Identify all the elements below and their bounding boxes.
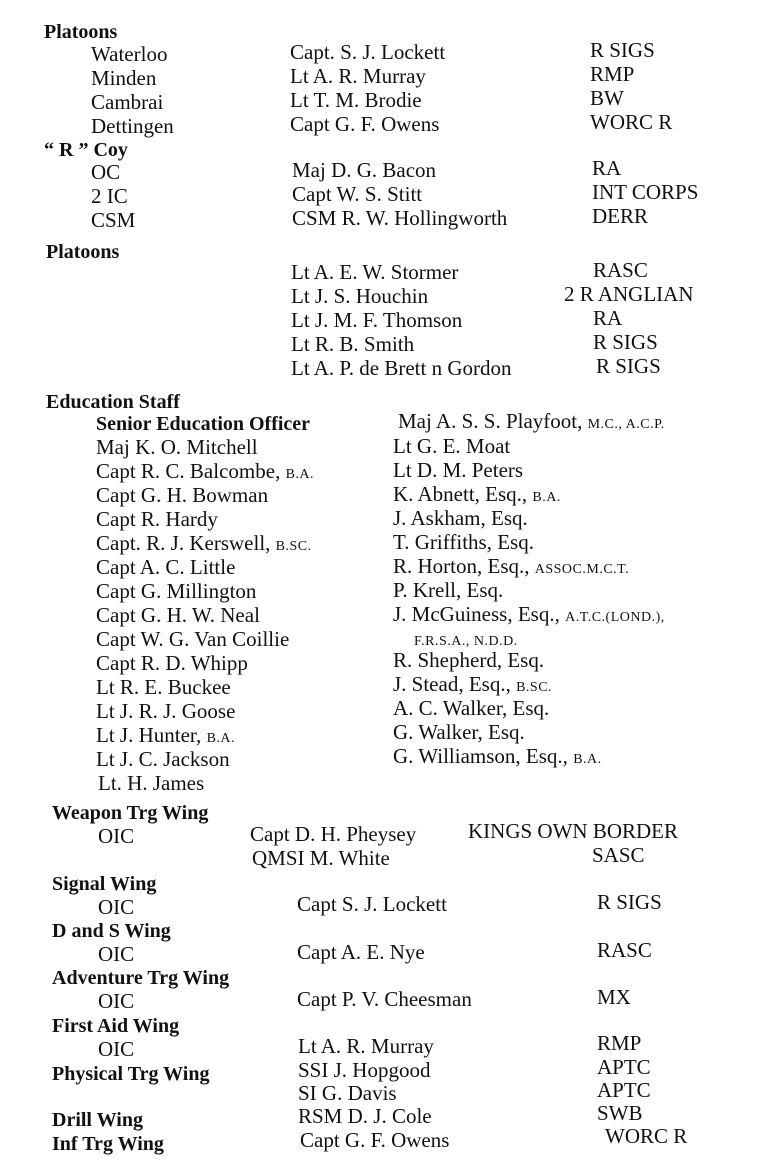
wing-officer: QMSI M. White bbox=[252, 846, 390, 870]
wing-unit: MX bbox=[597, 985, 631, 1009]
wing-officer: Capt D. H. Pheysey bbox=[250, 822, 417, 846]
staff-qualifications: B.SC. bbox=[275, 539, 312, 554]
staff-entry bbox=[393, 722, 525, 743]
wing-unit: SWB bbox=[597, 1101, 643, 1125]
coy-role: OC bbox=[91, 160, 121, 184]
staff-entry bbox=[393, 460, 523, 481]
staff-entry bbox=[96, 677, 231, 698]
coy-platoon-unit: RA bbox=[593, 306, 623, 330]
coy-platoon-unit: R SIGS bbox=[596, 354, 661, 378]
staff-entry bbox=[96, 605, 260, 626]
wing-unit: R SIGS bbox=[597, 890, 662, 914]
wing-role: OIC bbox=[98, 1037, 135, 1061]
coy-platoon-unit: RASC bbox=[593, 258, 648, 282]
staff-name: Lt J. C. Jackson bbox=[96, 747, 230, 771]
staff-entry bbox=[393, 484, 561, 505]
coy-role: CSM bbox=[91, 208, 136, 232]
platoon-name: Cambrai bbox=[91, 90, 164, 114]
coy-platoon-unit: 2 R ANGLIAN bbox=[564, 282, 694, 306]
staff-qualifications: ASSOC.M.C.T. bbox=[534, 562, 630, 577]
senior-education-officer bbox=[398, 411, 665, 432]
staff-name: Capt R. D. Whipp bbox=[96, 651, 248, 675]
wing-unit: WORC R bbox=[605, 1124, 688, 1148]
staff-name: A. C. Walker, Esq. bbox=[393, 696, 550, 720]
drill-wing-heading: Drill Wing bbox=[52, 1109, 143, 1131]
platoons-heading: Platoons bbox=[44, 21, 118, 43]
staff-name: Maj K. O. Mitchell bbox=[96, 435, 258, 459]
platoon-unit: BW bbox=[590, 86, 624, 110]
wing-officer: SSI J. Hopgood bbox=[298, 1058, 431, 1082]
wing-unit: KINGS OWN BORDER bbox=[468, 819, 678, 843]
staff-name: Lt J. Hunter, bbox=[96, 723, 202, 747]
wing-unit: APTC bbox=[597, 1078, 651, 1102]
wing-officer: Capt G. F. Owens bbox=[300, 1128, 450, 1152]
staff-qualifications: B.A. bbox=[532, 490, 561, 505]
staff-entry bbox=[96, 437, 258, 458]
wing-officer: Capt P. V. Cheesman bbox=[297, 987, 472, 1011]
platoon-unit: WORC R bbox=[590, 110, 673, 134]
adventure-wing-heading: Adventure Trg Wing bbox=[52, 967, 230, 989]
staff-name: Capt G. H. Bowman bbox=[96, 483, 269, 507]
staff-entry bbox=[393, 674, 552, 695]
staff-entry bbox=[96, 653, 248, 674]
staff-name: Lt R. E. Buckee bbox=[96, 675, 231, 699]
coy-role: 2 IC bbox=[91, 184, 128, 208]
coy-unit: DERR bbox=[592, 204, 649, 228]
staff-name: Lt G. E. Moat bbox=[393, 434, 511, 458]
staff-name: Capt R. C. Balcombe, bbox=[96, 459, 281, 483]
staff-name: J. Stead, Esq., bbox=[393, 672, 511, 696]
staff-entry bbox=[96, 509, 218, 530]
staff-entry bbox=[96, 701, 235, 722]
staff-name: T. Griffiths, Esq. bbox=[393, 530, 534, 554]
wing-unit: SASC bbox=[592, 843, 645, 867]
staff-entry bbox=[393, 650, 544, 671]
wing-officer: RSM D. J. Cole bbox=[298, 1104, 432, 1128]
wing-role: OIC bbox=[98, 895, 135, 919]
platoon-unit: R SIGS bbox=[590, 38, 655, 62]
senior-education-label: Senior Education Officer bbox=[96, 413, 311, 435]
staff-entry bbox=[96, 629, 289, 650]
coy-platoon-officer: Lt A. P. de Brett n Gordon bbox=[291, 356, 512, 380]
staff-qualifications: A.T.C.(LOND.), bbox=[565, 610, 665, 625]
staff-name: Capt W. G. Van Coillie bbox=[96, 627, 290, 651]
staff-name: Capt. R. J. Kerswell, bbox=[96, 531, 271, 555]
staff-entry bbox=[96, 461, 314, 482]
wing-officer: SI G. Davis bbox=[298, 1081, 397, 1105]
wing-role: OIC bbox=[98, 824, 135, 848]
platoon-name: Waterloo bbox=[91, 42, 168, 66]
staff-entry bbox=[96, 725, 235, 746]
staff-entry bbox=[96, 581, 256, 602]
wing-officer: Capt A. E. Nye bbox=[297, 940, 425, 964]
staff-entry bbox=[393, 508, 528, 529]
staff-name: R. Horton, Esq., bbox=[393, 554, 530, 578]
staff-name: Capt R. Hardy bbox=[96, 507, 218, 531]
platoon-officer: Capt. S. J. Lockett bbox=[290, 40, 446, 64]
staff-name: J. Askham, Esq. bbox=[393, 506, 528, 530]
staff-entry bbox=[393, 604, 665, 625]
staff-name: P. Krell, Esq. bbox=[393, 578, 504, 602]
coy-platoon-officer: Lt J. S. Houchin bbox=[291, 284, 429, 308]
staff-name: Capt G. H. W. Neal bbox=[96, 603, 260, 627]
staff-entry bbox=[96, 749, 230, 770]
staff-name: Lt J. R. J. Goose bbox=[96, 699, 236, 723]
platoon-officer: Capt G. F. Owens bbox=[290, 112, 440, 136]
platoon-unit: RMP bbox=[590, 62, 635, 86]
wing-role: OIC bbox=[98, 942, 135, 966]
coy-officer: Maj D. G. Bacon bbox=[292, 158, 437, 182]
staff-entry bbox=[96, 533, 312, 554]
staff-entry bbox=[393, 698, 549, 719]
wing-unit: RASC bbox=[597, 938, 652, 962]
staff-qualifications: B.A. bbox=[573, 752, 602, 767]
d-and-s-wing-heading: D and S Wing bbox=[52, 920, 171, 942]
coy-platoon-officer: Lt J. M. F. Thomson bbox=[291, 308, 463, 332]
staff-name: Maj A. S. S. Playfoot, bbox=[398, 409, 583, 433]
staff-entry bbox=[393, 556, 629, 577]
coy-officer: Capt W. S. Stitt bbox=[292, 182, 423, 206]
wing-unit: RMP bbox=[597, 1031, 642, 1055]
staff-entry bbox=[96, 557, 235, 578]
staff-qualifications: B.A. bbox=[206, 731, 236, 746]
signal-wing-heading: Signal Wing bbox=[52, 873, 157, 895]
staff-name: R. Shepherd, Esq. bbox=[393, 648, 545, 672]
staff-entry bbox=[393, 580, 503, 601]
coy-platoons-heading: Platoons bbox=[46, 241, 120, 263]
wing-officer: Capt S. J. Lockett bbox=[297, 892, 447, 916]
wing-unit: APTC bbox=[597, 1055, 651, 1079]
staff-name: G. Williamson, Esq., bbox=[393, 744, 568, 768]
staff-name: G. Walker, Esq. bbox=[393, 720, 525, 744]
platoon-officer: Lt T. M. Brodie bbox=[290, 88, 422, 112]
coy-platoon-officer: Lt A. E. W. Stormer bbox=[291, 260, 459, 284]
staff-entry bbox=[393, 746, 602, 767]
coy-unit: INT CORPS bbox=[592, 180, 699, 204]
first-aid-wing-heading: First Aid Wing bbox=[52, 1015, 180, 1037]
platoon-officer: Lt A. R. Murray bbox=[290, 64, 426, 88]
physical-wing-heading: Physical Trg Wing bbox=[52, 1063, 210, 1085]
staff-name: Capt A. C. Little bbox=[96, 555, 236, 579]
staff-qualifications: B.A. bbox=[285, 467, 315, 482]
platoon-name: Minden bbox=[91, 66, 157, 90]
staff-qualifications: F.R.S.A., N.D.D. bbox=[414, 634, 518, 649]
staff-name: Lt. H. James bbox=[98, 771, 205, 795]
staff-qualifications: B.SC. bbox=[516, 680, 553, 695]
staff-entry bbox=[393, 532, 534, 553]
staff-name: Capt G. Millington bbox=[96, 579, 257, 603]
wing-officer: Lt A. R. Murray bbox=[298, 1034, 434, 1058]
staff-name: Lt D. M. Peters bbox=[393, 458, 524, 482]
coy-unit: RA bbox=[592, 156, 622, 180]
inf-wing-heading: Inf Trg Wing bbox=[52, 1133, 164, 1155]
staff-name: J. McGuiness, Esq., bbox=[393, 602, 560, 626]
coy-platoon-unit: R SIGS bbox=[593, 330, 658, 354]
staff-entry bbox=[393, 436, 510, 457]
staff-qualifications: M.C., A.C.P. bbox=[587, 417, 665, 432]
staff-entry bbox=[96, 485, 268, 506]
coy-platoon-officer: Lt R. B. Smith bbox=[291, 332, 415, 356]
wing-role: OIC bbox=[98, 989, 135, 1013]
staff-entry bbox=[98, 773, 204, 794]
education-heading: Education Staff bbox=[46, 391, 180, 413]
platoon-name: Dettingen bbox=[91, 114, 174, 138]
coy-officer: CSM R. W. Hollingworth bbox=[292, 206, 508, 230]
r-coy-heading: “ R ” Coy bbox=[44, 139, 128, 161]
weapon-wing-heading: Weapon Trg Wing bbox=[52, 802, 209, 824]
staff-name: K. Abnett, Esq., bbox=[393, 482, 528, 506]
staff-entry bbox=[414, 628, 518, 649]
